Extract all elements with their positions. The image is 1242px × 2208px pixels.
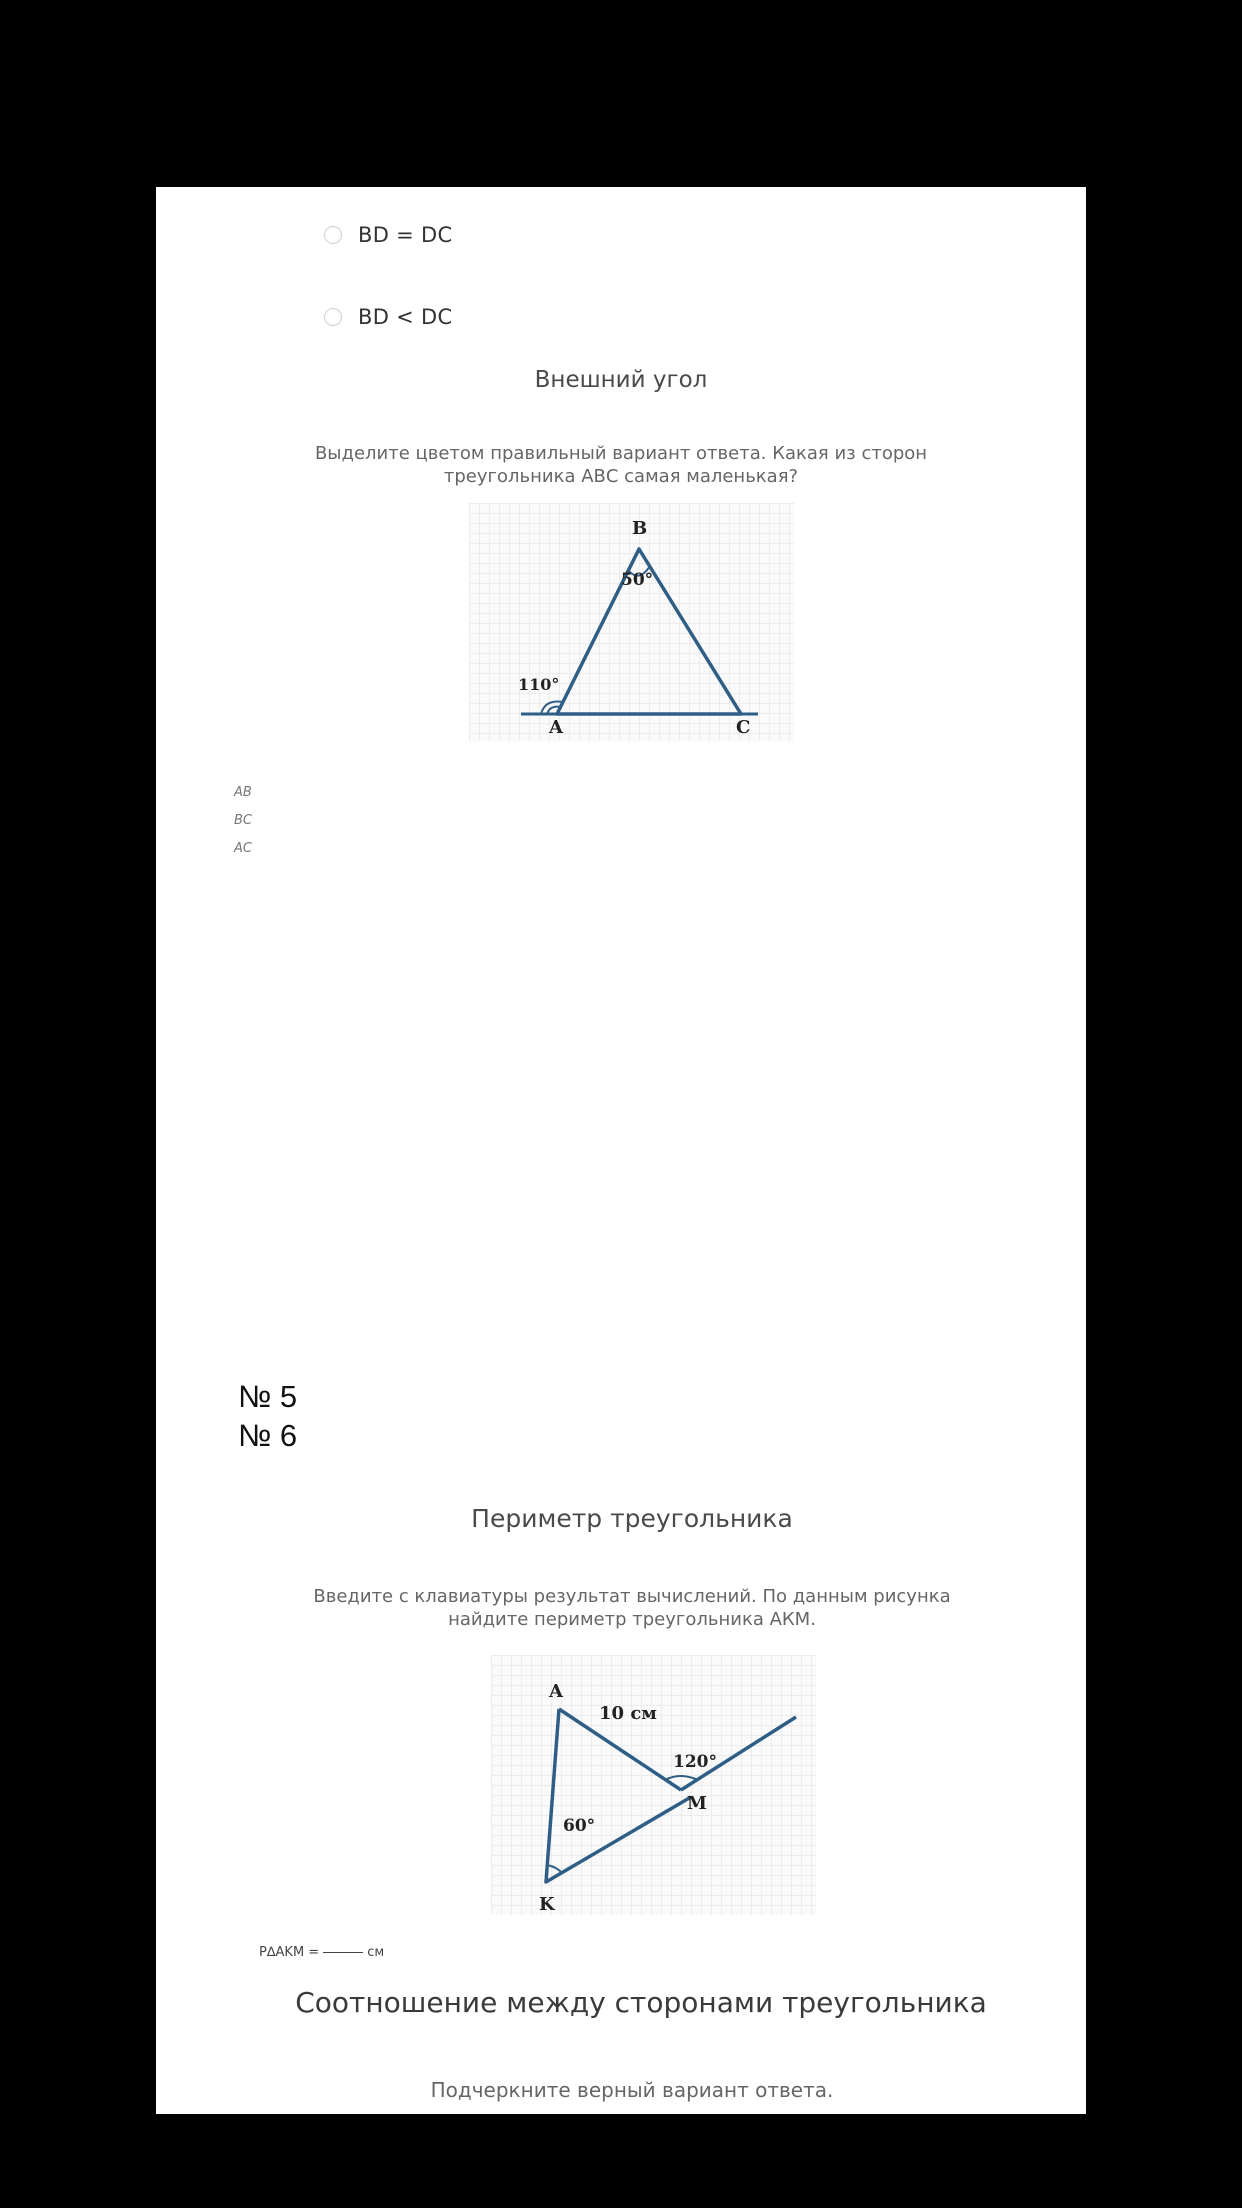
radio-label: BD < DC: [358, 305, 453, 329]
radio-option-bd-equal-dc[interactable]: [324, 223, 452, 247]
triangle-abc-figure: [469, 503, 794, 741]
answer-options: [234, 779, 252, 863]
task-title-perimeter: Периметр треугольника: [471, 1504, 793, 1533]
exterior-angle-a-label: 110°: [518, 675, 560, 694]
vertex-k-label: K: [539, 1894, 555, 1915]
task-title-sides-relation: Соотношение между сторонами треугольника: [295, 1986, 987, 2019]
instruction-line: Выделите цветом правильный вариант ответа. Какая из сторон: [314, 443, 928, 464]
triangle-akm-drawing: [491, 1655, 816, 1915]
task-title-external-angle: Внешний угол: [534, 367, 708, 393]
answer-option-ab[interactable]: AB: [234, 785, 252, 800]
task-instruction: [156, 442, 1086, 488]
perimeter-answer-input[interactable]: [323, 1952, 363, 1953]
triangle-sides-ak-km: [546, 1709, 691, 1882]
angle-k-label: 60°: [563, 1816, 596, 1836]
vertex-a-label: A: [549, 717, 563, 738]
instruction-line: Введите с клавиатуры результат вычислений. По данным рисунка: [313, 1586, 951, 1607]
radio-button[interactable]: [324, 226, 342, 244]
task-number-5: № 5: [238, 1379, 298, 1414]
radio-button[interactable]: [324, 308, 342, 326]
side-am-label: 10 см: [599, 1703, 657, 1724]
task-number-6: № 6: [238, 1418, 298, 1453]
task-instruction: Подчеркните верный вариант ответа.: [430, 2078, 834, 2102]
vertex-a-label: A: [549, 1681, 563, 1702]
task-instruction: [156, 1585, 1086, 1631]
perimeter-answer-unit: см: [367, 1945, 385, 1960]
instruction-line: найдите периметр треугольника АКМ.: [448, 1609, 816, 1630]
vertex-m-label: M: [687, 1793, 707, 1814]
angle-k-arc: [547, 1865, 562, 1873]
perimeter-answer-prefix: P∆AKM =: [259, 1945, 320, 1960]
angle-m-arc: [665, 1776, 698, 1780]
radio-option-bd-less-dc[interactable]: [324, 305, 452, 329]
instruction-line: треугольника АВС самая маленькая?: [443, 466, 799, 487]
radio-label: BD = DC: [358, 223, 453, 247]
perimeter-answer-line: [259, 1945, 384, 1960]
worksheet-page: [156, 187, 1086, 2114]
vertex-c-label: C: [736, 717, 751, 738]
triangle-abc-drawing: [469, 503, 794, 741]
answer-option-ac[interactable]: AC: [234, 841, 252, 856]
answer-option-bc[interactable]: BC: [234, 813, 252, 828]
exterior-angle-m-label: 120°: [673, 1752, 717, 1772]
angle-b-label: 50°: [621, 570, 654, 590]
vertex-b-label: B: [632, 518, 648, 539]
triangle-akm-figure: [491, 1655, 816, 1915]
